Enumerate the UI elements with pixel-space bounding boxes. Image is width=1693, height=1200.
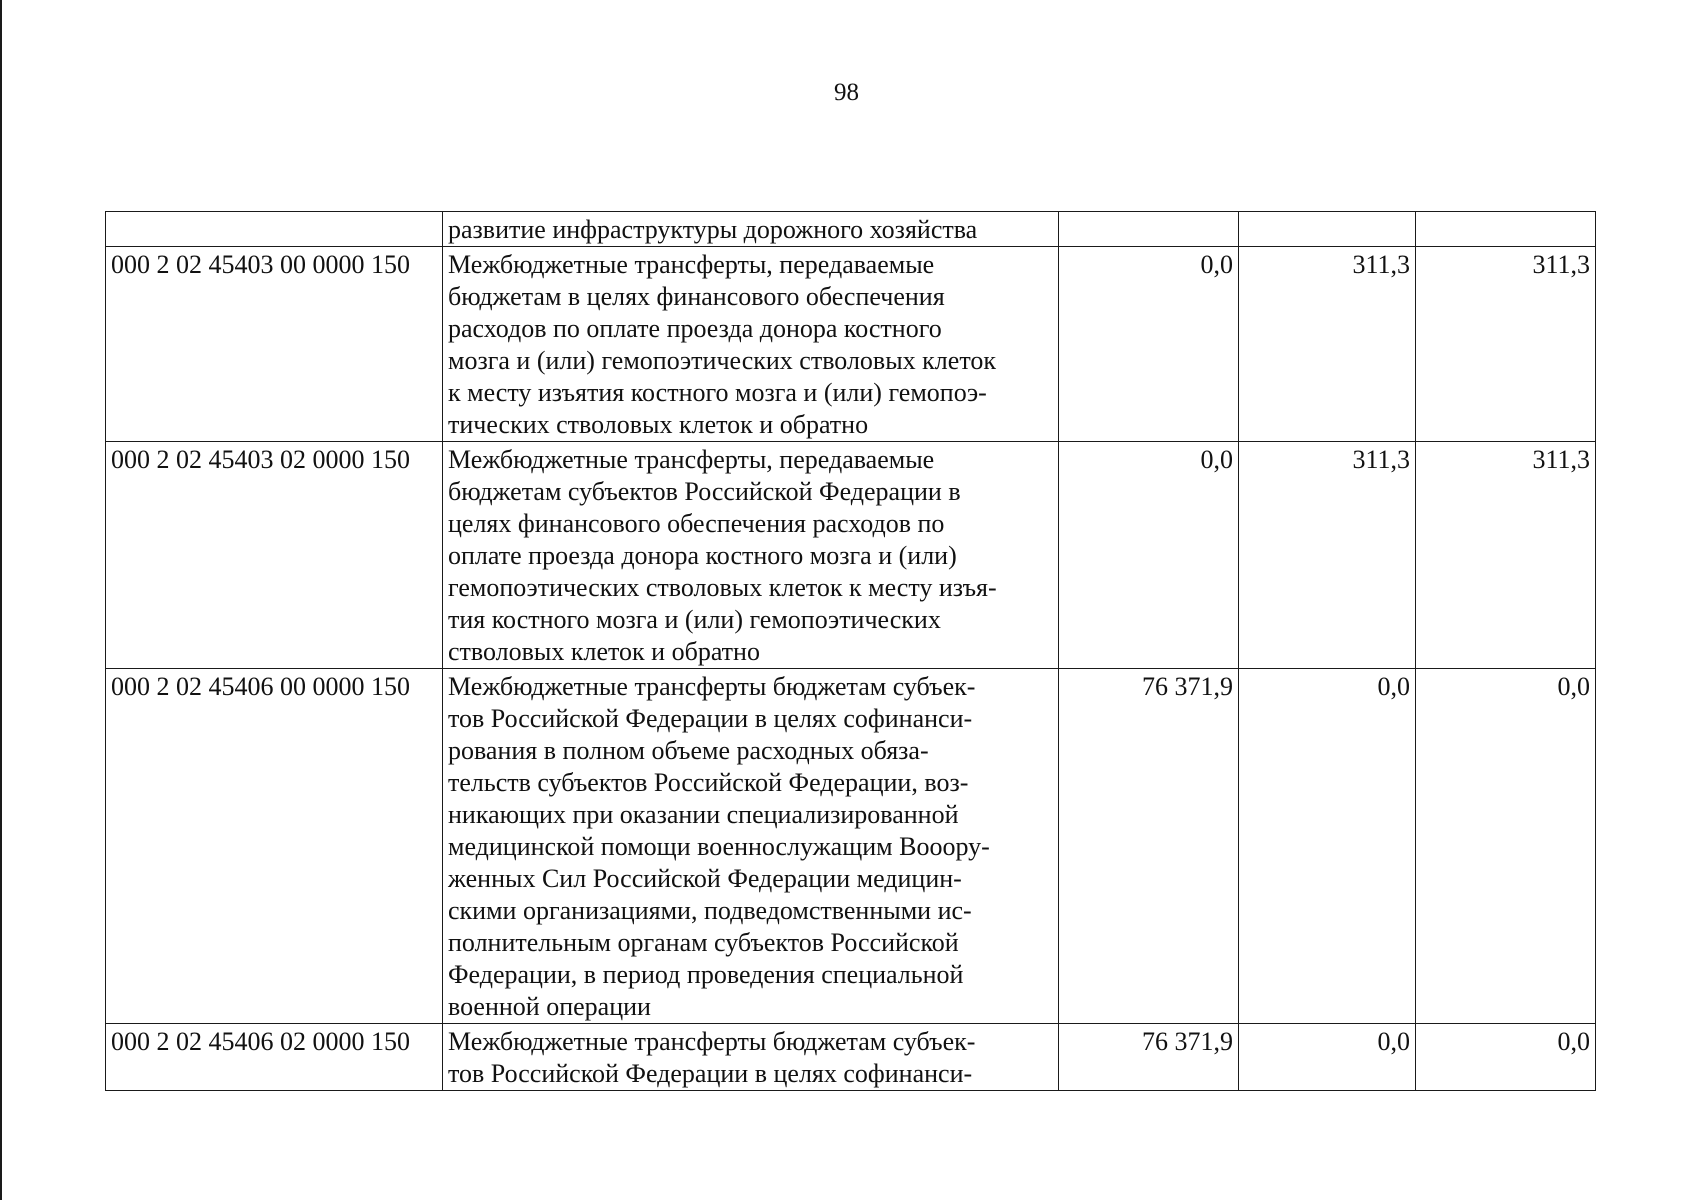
- row-name-line: скими организациями, подведомственными ис-: [448, 896, 972, 925]
- row-name-line: стволовых клеток и обратно: [448, 637, 760, 666]
- table-row: [106, 669, 1596, 1024]
- table-row: [106, 212, 1596, 247]
- row-name-line: бюджетам в целях финансового обеспечения: [448, 282, 945, 311]
- row-code: 000 2 02 45403 02 0000 150: [106, 442, 443, 669]
- row-name-line: целях финансового обеспечения расходов по: [448, 509, 945, 538]
- row-name-line: никающих при оказании специализированной: [448, 800, 959, 829]
- row-value-2: 311,3: [1239, 442, 1416, 669]
- row-name-line: Межбюджетные трансферты бюджетам субъек-: [448, 672, 976, 701]
- row-value-3: [1416, 212, 1596, 247]
- row-name-line: гемопоэтических стволовых клеток к месту изъя-: [448, 573, 997, 602]
- row-name-line: мозга и (или) гемопоэтических стволовых клеток: [448, 346, 996, 375]
- row-name-line: тия костного мозга и (или) гемопоэтических: [448, 605, 941, 634]
- row-value-1: 0,0: [1059, 247, 1239, 442]
- row-name: [443, 1024, 1059, 1091]
- row-code: [106, 212, 443, 247]
- row-name-line: к месту изъятия костного мозга и (или) гемопоэ-: [448, 378, 987, 407]
- row-value-3: 0,0: [1416, 1024, 1596, 1091]
- row-name-line: Межбюджетные трансферты бюджетам субъек-: [448, 1027, 976, 1056]
- row-value-1: 76 371,9: [1059, 1024, 1239, 1091]
- row-name-line: тельств субъектов Российской Федерации, воз-: [448, 768, 969, 797]
- row-value-1: 0,0: [1059, 442, 1239, 669]
- row-value-3: 0,0: [1416, 669, 1596, 1024]
- row-name-line: Федерации, в период проведения специальной: [448, 960, 964, 989]
- row-name-line: тов Российской Федерации в целях софинанси-: [448, 1059, 973, 1088]
- row-name-line: Межбюджетные трансферты, передаваемые: [448, 250, 935, 279]
- page-number: 98: [834, 79, 859, 106]
- row-value-2: 0,0: [1239, 1024, 1416, 1091]
- row-value-1: 76 371,9: [1059, 669, 1239, 1024]
- table-row: [106, 442, 1596, 669]
- row-value-2: 311,3: [1239, 247, 1416, 442]
- row-name-line: женных Сил Российской Федерации медицин-: [448, 864, 962, 893]
- row-value-2: 0,0: [1239, 669, 1416, 1024]
- row-name-line: Межбюджетные трансферты, передаваемые: [448, 445, 935, 474]
- row-name-line: рования в полном объеме расходных обяза-: [448, 736, 929, 765]
- row-name: [443, 212, 1059, 247]
- row-value-3: 311,3: [1416, 442, 1596, 669]
- row-name-line: оплате проезда донора костного мозга и (или): [448, 541, 957, 570]
- row-name-line: тов Российской Федерации в целях софинанси-: [448, 704, 973, 733]
- row-name: [443, 442, 1059, 669]
- row-name-line: развитие инфраструктуры дорожного хозяйства: [448, 215, 978, 244]
- row-name-line: полнительным органам субъектов Российской: [448, 928, 959, 957]
- row-code: 000 2 02 45406 00 0000 150: [106, 669, 443, 1024]
- row-name-line: тических стволовых клеток и обратно: [448, 410, 869, 439]
- page-edge-line: [0, 0, 2, 1200]
- row-name: [443, 247, 1059, 442]
- row-name-line: бюджетам субъектов Российской Федерации в: [448, 477, 961, 506]
- row-value-3: 311,3: [1416, 247, 1596, 442]
- row-name-line: медицинской помощи военнослужащим Вооору-: [448, 832, 990, 861]
- row-code: 000 2 02 45406 02 0000 150: [106, 1024, 443, 1091]
- row-value-2: [1239, 212, 1416, 247]
- row-name: [443, 669, 1059, 1024]
- budget-table: [105, 211, 1596, 1091]
- table-row: [106, 247, 1596, 442]
- row-name-line: военной операции: [448, 992, 651, 1021]
- row-value-1: [1059, 212, 1239, 247]
- table-row: [106, 1024, 1596, 1091]
- row-code: 000 2 02 45403 00 0000 150: [106, 247, 443, 442]
- row-name-line: расходов по оплате проезда донора костного: [448, 314, 942, 343]
